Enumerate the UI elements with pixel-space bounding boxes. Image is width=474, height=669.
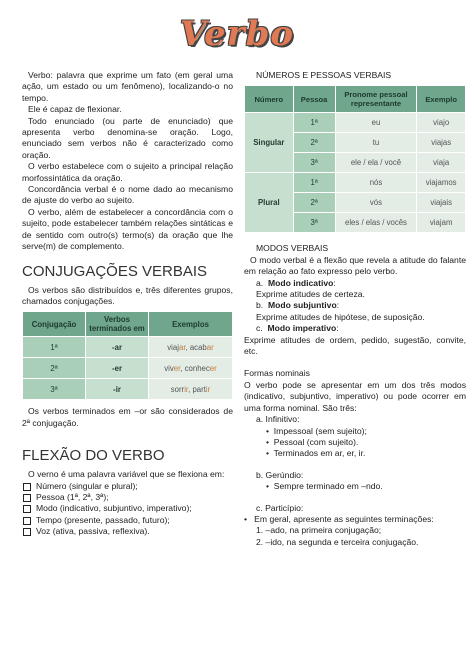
- ending-cell: -ir: [86, 379, 149, 400]
- intro-paragraph: Concordância verbal é o nome dado ao mecanismo de ajuste do verbo ao sujeito.: [22, 184, 233, 206]
- list-item-text: Pessoal (com sujeito).: [273, 436, 359, 447]
- table-header: Pronome pessoal representante: [335, 86, 417, 113]
- list-item: Número (singular e plural);: [22, 481, 233, 492]
- table-row: [245, 113, 466, 133]
- person-cell: 2ª: [293, 193, 335, 213]
- example-ending: ir: [205, 384, 211, 394]
- example-sep: ,: [185, 342, 190, 352]
- flexao-heading: FLEXÃO DO VERBO: [22, 447, 165, 465]
- person-cell: 1ª: [293, 113, 335, 133]
- modos-text: O modo verbal é a flexão que revela a atitude do falante em relação ao fato expresso pelo verbo.: [244, 254, 466, 277]
- modo-letter: b.: [256, 300, 264, 311]
- modo-item: c. Modo imperativo:: [256, 323, 339, 334]
- examples-cell: [149, 358, 233, 379]
- pronoun-cell: eles / elas / vocês: [335, 213, 417, 233]
- pronoun-cell: eu: [335, 113, 417, 133]
- example-sep: ,: [180, 363, 185, 373]
- flexao-text: O verno é uma palavra variável que se flexiona em:: [28, 469, 225, 480]
- conjugation-cell: 3ª: [23, 379, 86, 400]
- intro-paragraph: Verbo: palavra que exprime um fato (em geral uma ação, um estado ou um fenômeno), localizando-o no tempo.: [22, 70, 233, 103]
- example-cell: viajais: [417, 193, 466, 213]
- person-cell: 3ª: [293, 213, 335, 233]
- example-sep: ,: [188, 384, 193, 394]
- list-item: • Sempre terminado em –ndo.: [266, 481, 383, 492]
- example-ending: ar: [178, 342, 186, 352]
- example-stem: conhec: [184, 363, 210, 373]
- pronoun-cell: ele / ela / você: [335, 153, 417, 173]
- modo-name: Modo imperativo: [267, 323, 337, 334]
- page-title: Verbo: [179, 14, 295, 54]
- formas-heading: Formas nominais: [244, 368, 310, 379]
- example-cell: viajo: [417, 113, 466, 133]
- plural-label: Plural: [245, 173, 294, 233]
- example-stem: sorr: [170, 384, 185, 394]
- list-item: Pessoa (1ª, 2ª, 3ª);: [22, 492, 233, 503]
- examples-cell: [149, 379, 233, 400]
- conjugacoes-heading: CONJUGAÇÕES VERBAIS: [22, 262, 208, 280]
- example-cell: viajam: [417, 213, 466, 233]
- person-cell: 1ª: [293, 173, 335, 193]
- pronoun-cell: vós: [335, 193, 417, 213]
- list-item-text: Sempre terminado em –ndo.: [273, 481, 383, 492]
- modo-letter: c.: [256, 323, 263, 334]
- example-ending: er: [173, 363, 181, 373]
- gerundio-label: b. Gerúndio:: [256, 469, 304, 480]
- singular-label: Singular: [245, 113, 294, 173]
- table-row: [23, 379, 233, 400]
- list-item: • Terminados em ar, er, ir.: [266, 448, 366, 459]
- intro-paragraph: O verbo estabelece com o sujeito a principal relação morfossintática da oração.: [22, 161, 233, 183]
- list-item: Tempo (presente, passado, futuro);: [22, 515, 233, 526]
- list-item: • Pessoal (com sujeito).: [266, 436, 359, 447]
- table-header: Exemplos: [149, 312, 233, 337]
- participio-label: c. Particípio:: [256, 502, 304, 513]
- modo-name: Modo indicativo: [267, 277, 334, 288]
- table-row: [245, 173, 466, 193]
- table-header: Verbos terminados em: [86, 312, 149, 337]
- person-cell: 2ª: [293, 133, 335, 153]
- list-item: • Impessoal (sem sujeito);: [266, 425, 367, 436]
- left-column: [22, 70, 233, 538]
- modo-desc: Exprime atitudes de hipótese, de suposição.: [256, 311, 425, 322]
- conjugation-table: [22, 311, 233, 400]
- pronoun-cell: tu: [335, 133, 417, 153]
- example-cell: viajamos: [417, 173, 466, 193]
- example-stem: viaj: [167, 342, 179, 352]
- intro-paragraph: O verbo, além de estabelecer a concordância com o sujeito, pode estabelecer também relações sintáticas e de sentido com outro(s) termo(s) da oração que lhe serve(m) de complemento.: [22, 206, 233, 252]
- table-row: [23, 337, 233, 358]
- right-column: [244, 70, 466, 548]
- numeros-pessoas-heading: NÚMEROS E PESSOAS VERBAIS: [256, 70, 392, 80]
- list-item-text: Terminados em ar, er, ir.: [273, 448, 366, 459]
- modos-heading: MODOS VERBAIS: [256, 243, 329, 254]
- conjugation-cell: 2ª: [23, 358, 86, 379]
- modo-letter: a.: [256, 277, 264, 288]
- intro-paragraph: Todo enunciado (ou parte de enunciado) que apresenta verbo denomina-se oração. Logo, enunciado sem verbos não é caracterizado como oração.: [22, 115, 233, 160]
- table-header: Número: [245, 86, 294, 113]
- conjugacoes-text: Os verbos são distribuídos e, três diferentes grupos, chamados conjugações.: [22, 284, 233, 306]
- list-item: Modo (indicativo, subjuntivo, imperativo);: [22, 503, 233, 514]
- table-header: Conjugação: [23, 312, 86, 337]
- example-ending: er: [209, 363, 217, 373]
- ending-cell: -ar: [86, 337, 149, 358]
- example-cell: viaja: [417, 153, 466, 173]
- examples-cell: [149, 337, 233, 358]
- modo-item: b. Modo subjuntivo:: [256, 300, 340, 311]
- person-cell: 3ª: [293, 153, 335, 173]
- list-item: Voz (ativa, passiva, reflexiva).: [22, 526, 233, 537]
- ending-cell: -er: [86, 358, 149, 379]
- example-ending: ar: [206, 342, 214, 352]
- participio-general-text: Em geral, apresente as seguintes terminações:: [254, 513, 434, 524]
- table-row: [23, 358, 233, 379]
- example-stem: part: [192, 384, 206, 394]
- example-stem: viv: [164, 363, 174, 373]
- formas-text: O verbo pode se apresentar em um dos três modos (indicativo, subjuntivo, imperativo) ou pode ocorrer em uma forma nominal. São três:: [244, 379, 466, 413]
- list-item: 1. –ado, na primeira conjugação;: [256, 525, 382, 536]
- conjugation-note: Os verbos terminados em –or são considerados de 2ª conjugação.: [22, 406, 233, 428]
- participio-general: • Em geral, apresente as seguintes terminações:: [244, 513, 434, 524]
- table-header: Pessoa: [293, 86, 335, 113]
- intro-paragraph: Ele é capaz de flexionar.: [28, 104, 122, 115]
- example-ending: ir: [184, 384, 189, 394]
- conjugation-cell: 1ª: [23, 337, 86, 358]
- modo-name: Modo subjuntivo: [267, 300, 337, 311]
- modo-desc: Exprime atitudes de ordem, pedido, sugestão, convite, etc.: [244, 334, 466, 357]
- list-item-text: Impessoal (sem sujeito);: [273, 425, 367, 436]
- table-header: Exemplo: [417, 86, 466, 113]
- infinitivo-label: a. Infinitivo:: [256, 414, 300, 425]
- flexao-list: [22, 481, 233, 538]
- pronoun-cell: nós: [335, 173, 417, 193]
- example-cell: viajas: [417, 133, 466, 153]
- modo-item: a. Modo indicativo:: [256, 277, 336, 288]
- modo-desc: Exprime atitudes de certeza.: [256, 289, 365, 300]
- list-item: 2. –ido, na segunda e terceira conjugação.: [256, 536, 419, 547]
- number-person-table: [244, 85, 466, 233]
- example-stem: acab: [189, 342, 207, 352]
